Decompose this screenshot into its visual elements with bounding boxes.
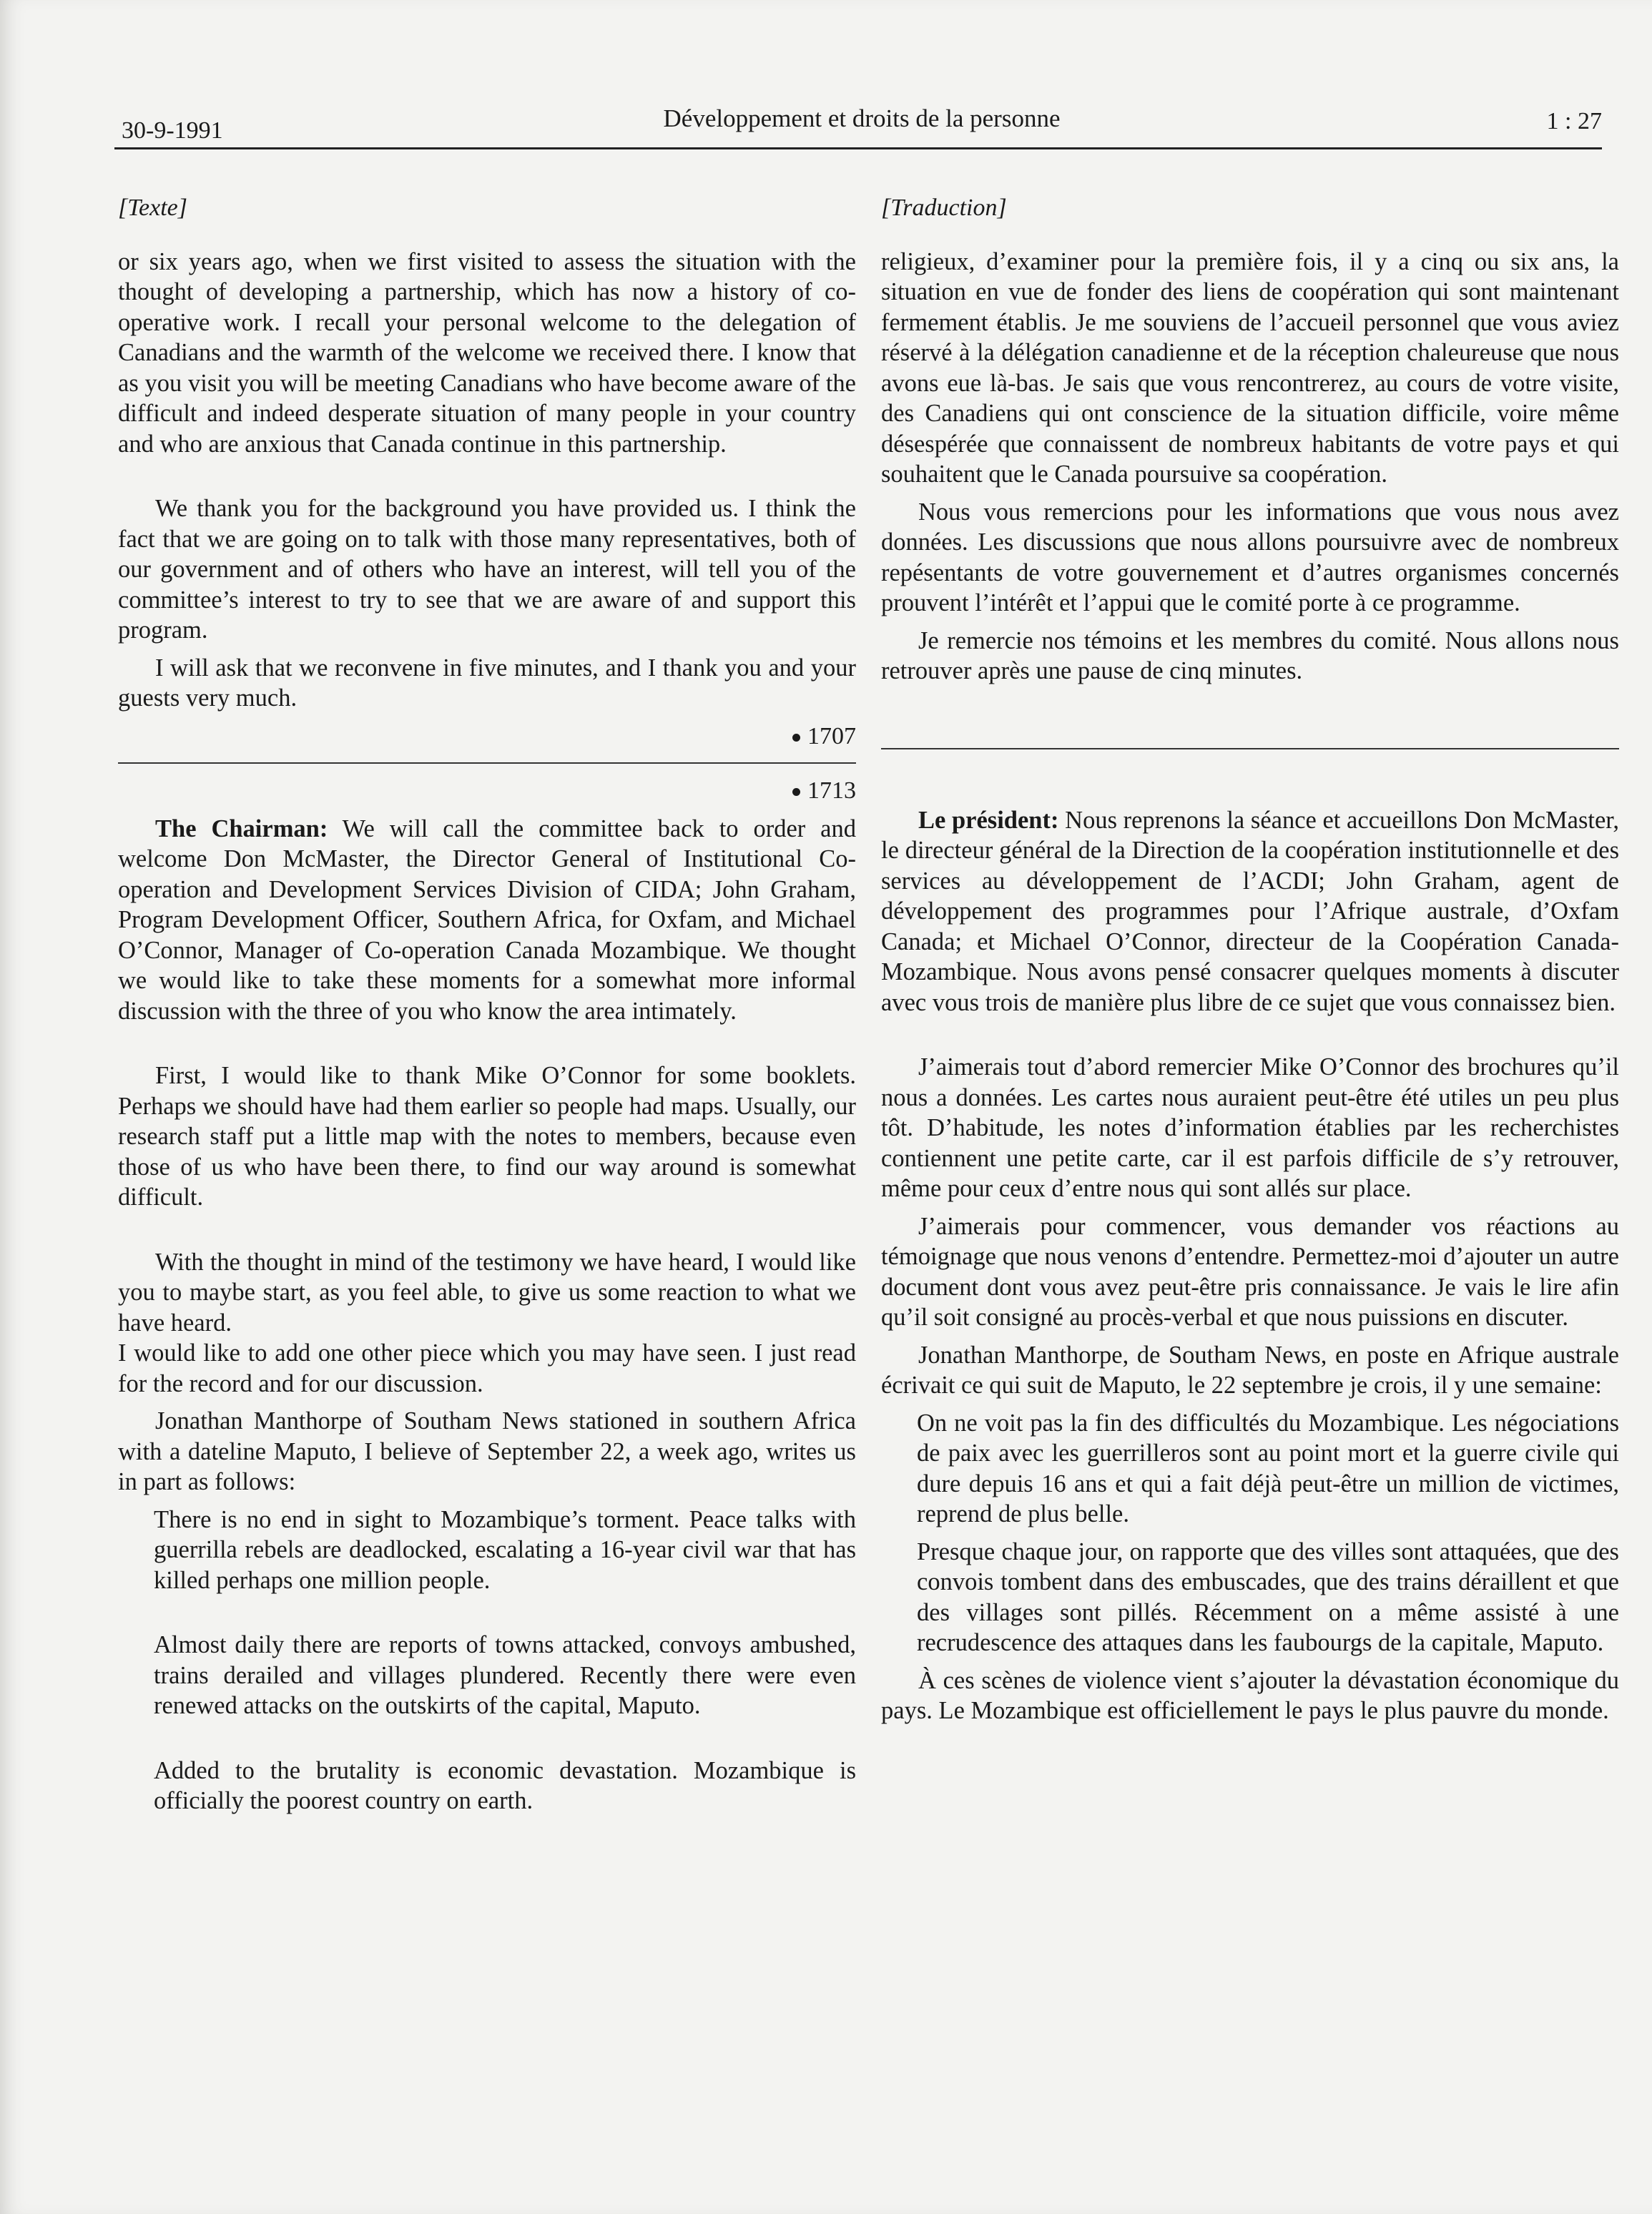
text-marker: [Texte] bbox=[118, 195, 187, 221]
running-header bbox=[122, 104, 1602, 150]
paragraph: I would like to add one other piece which you may have seen. I just read for the record and for our discussion. bbox=[118, 1339, 856, 1397]
paragraph: religieux, d’examiner pour la première fois, il y a cinq ou six ans, la situation en vue de fonder des liens de coopération qui sont maintenant fermement établis. Je me souviens de l’accueil personnel que vous aviez réservé à la délégation canadienne et de la réception chaleureuse que nous avons eue là-bas. Je sais que vous rencontrerez, au cours de votre visite, des Canadiens qui ont conscience de la situation difficile, voire même désespérée que connaissent de nombreux habitants de votre pays et qui souhaitent que le Canada poursuive sa coopération. bbox=[881, 247, 1619, 488]
quote-paragraph: Presque chaque jour, on rapporte que des villes sont attaquées, que des convois tombent dans des embuscades, que des trains déraillent et que des villages sont pillés. Récemment on a même assisté à une recrudescence des attaques dans les faubourgs de la capitale, Maputo. bbox=[917, 1538, 1619, 1656]
paragraph: Nous vous remercions pour les informations que vous nous avez données. Les discussions que nous allons poursuivre avec de nombreux repésentants de votre gouvernement et d’autres organismes concernés prouvent l’intérêt et l’appui que le comité porte à ce programme. bbox=[881, 498, 1619, 616]
speaker-label: Le président: bbox=[918, 806, 1059, 834]
paragraph: First, I would like to thank Mike O’Connor for some booklets. Perhaps we should have had them earlier so people had maps. Usually, our research staff put a little map with the notes to members, because even those of us who have been there, to find our way around is somewhat difficult. bbox=[118, 1062, 856, 1211]
bullet-icon bbox=[792, 734, 800, 742]
paragraph: Je remercie nos témoins et les membres du comité. Nous allons nous retrouver après une pause de cinq minutes. bbox=[881, 626, 1619, 684]
quotation bbox=[917, 1408, 1619, 1658]
quote-paragraph: There is no end in sight to Mozambique’s torment. Peace talks with guerrilla rebels are deadlocked, escalating a 16-year civil war that has killed perhaps one million people. bbox=[154, 1505, 856, 1594]
translation-marker: [Traduction] bbox=[881, 195, 1007, 221]
speaker-label: The Chairman: bbox=[155, 815, 328, 842]
paragraph: À ces scènes de violence vient s’ajouter la dévastation économique du pays. Le Mozambique est officiellement le pays le plus pauvre du monde. bbox=[881, 1666, 1619, 1724]
header-page-number: 1 : 27 bbox=[1546, 108, 1602, 134]
paragraph: Jonathan Manthorpe, de Southam News, en poste en Afrique australe écrivait ce qui suit de Maputo, le 22 septembre je crois, il y une semaine: bbox=[881, 1341, 1619, 1399]
time-stamp: 1713 bbox=[118, 775, 856, 807]
paragraph: J’aimerais pour commencer, vous demander vos réactions au témoignage que nous venons d’entendre. Permettez-moi d’ajouter un autre document dont vous avez peut-être pris connaissance. Je vais le lire afin qu’il soit consigné au procès-verbal et que nous puissions en discuter. bbox=[881, 1212, 1619, 1331]
paragraph: With the thought in mind of the testimony we have heard, I would like you to maybe start, as you feel able, to give us some reaction to what we have heard. bbox=[118, 1248, 856, 1337]
time-stamp: 1707 bbox=[118, 721, 856, 752]
quote-paragraph: Added to the brutality is economic devastation. Mozambique is officially the poorest country on earth. bbox=[154, 1756, 856, 1814]
section-divider bbox=[118, 762, 856, 764]
paragraph: Jonathan Manthorpe of Southam News stationed in southern Africa with a dateline Maputo, I believe of September 22, a week ago, writes us in part as follows: bbox=[118, 1407, 856, 1495]
english-column bbox=[118, 193, 856, 2088]
quote-paragraph: On ne voit pas la fin des difficultés du Mozambique. Les négociations de paix avec les guerrilleros sont au point mort et la guerre civile qui dure depuis 16 ans et qui a fait déjà peut-être un million de victimes, reprend de plus belle. bbox=[917, 1409, 1619, 1527]
header-rule bbox=[114, 147, 1602, 149]
bullet-icon bbox=[792, 788, 800, 796]
paragraph: I will ask that we reconvene in five minutes, and I thank you and your guests very much. bbox=[118, 654, 856, 712]
french-column bbox=[881, 193, 1619, 2088]
header-date: 30-9-1991 bbox=[122, 117, 223, 144]
section-divider bbox=[881, 748, 1619, 749]
quotation bbox=[154, 1505, 856, 1816]
header-title: Développement et droits de la personne bbox=[663, 104, 1061, 132]
paragraph: Le président: Nous reprenons la séance et accueillons Don McMaster, le directeur général de la Direction de la coopération institutionnelle et des services au développement de l’ACDI; John Graham, agent de développement des programmes pour l’Afrique australe, d’Oxfam Canada; et Michael O’Connor, directeur de la Coopération Canada-Mozambique. Nous avons pensé consacrer quelques moments à discuter avec vous trois de manière plus libre de ce sujet que vous connaissez bien. bbox=[881, 806, 1619, 1016]
paragraph: or six years ago, when we first visited to assess the situation with the thought of developing a partnership, which has now a history of co-operative work. I recall your personal welcome to the delegation of Canadians and the warmth of the welcome we received there. I know that as you visit you will be meeting Canadians who have become aware of the difficult and indeed desperate situation of many people in your country and who are anxious that Canada continue in this partnership. bbox=[118, 247, 856, 458]
quote-paragraph: Almost daily there are reports of towns attacked, convoys ambushed, trains derailed and villages plundered. Recently there were even renewed attacks on the outskirts of the capital, Maputo. bbox=[154, 1631, 856, 1719]
paragraph: J’aimerais tout d’abord remercier Mike O’Connor des brochures qu’il nous a données. Les cartes nous auraient peut-être été utiles un peu plus tôt. D’habitude, les notes d’information établies par les recherchistes contiennent une petite carte, car il est parfois difficile de s’y retrouver, même pour ceux d’entre nous qui sont allés sur place. bbox=[881, 1053, 1619, 1202]
paragraph: We thank you for the background you have provided us. I think the fact that we are going on to talk with those many representatives, both of our government and of others who have an interest, will tell you of the committee’s interest to try to see that we are aware of and support this program. bbox=[118, 495, 856, 644]
paragraph: The Chairman: We will call the committee back to order and welcome Don McMaster, the Director General of Institutional Co-operation and Development Services Division of CIDA; John Graham, Program Development Officer, Southern Africa, for Oxfam, and Michael O’Connor, Manager of Co-operation Canada Mozambique. We thought we would like to take these moments for a somewhat more informal discussion with the three of you who know the area intimately. bbox=[118, 815, 856, 1025]
